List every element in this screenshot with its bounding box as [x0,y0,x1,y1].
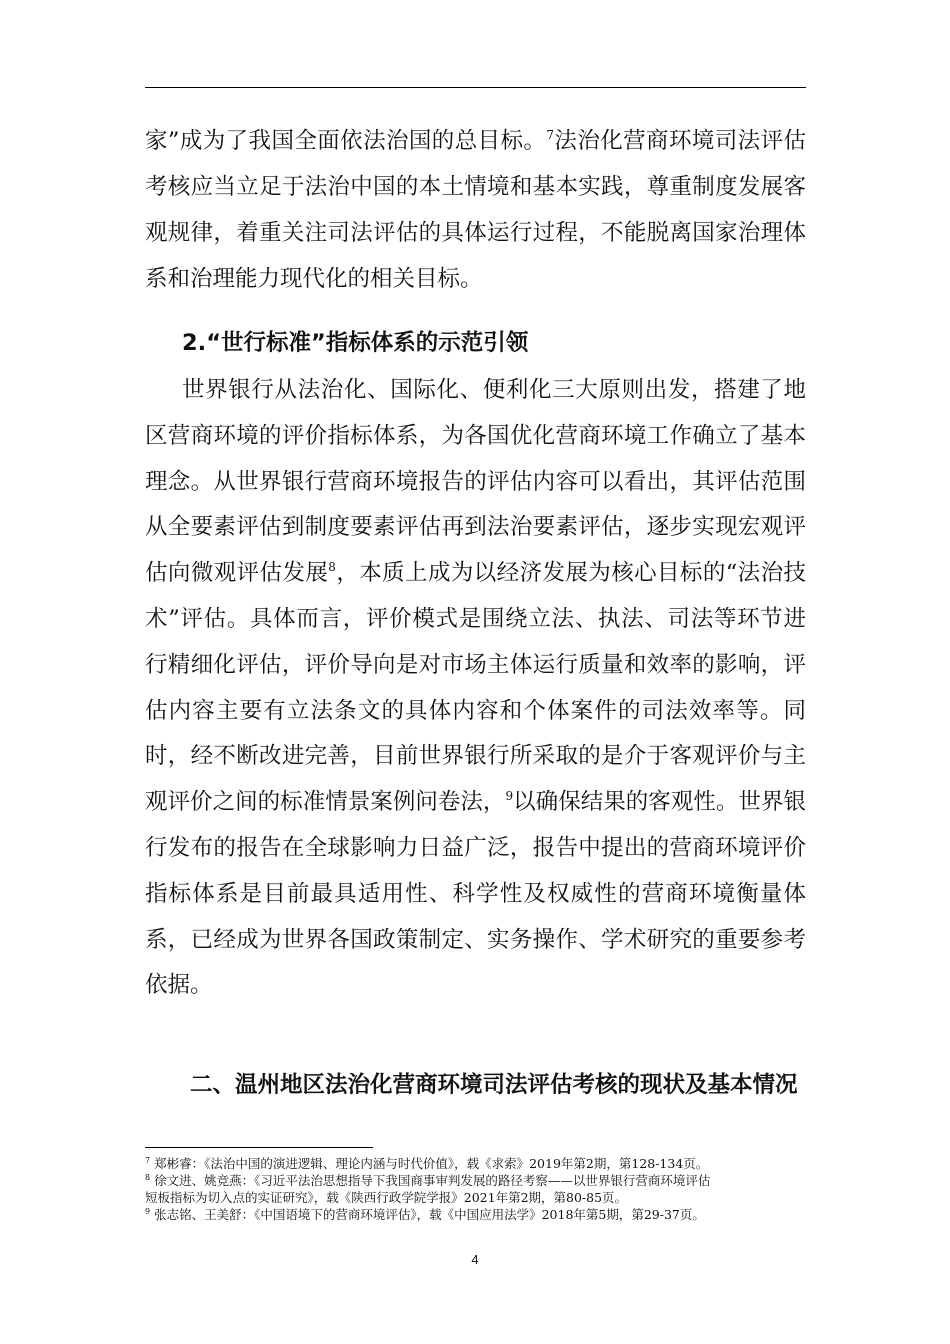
line-text: 观评价之间的标准情景案例问卷法， [145,789,506,816]
text-line [145,172,806,202]
line-text: 指标体系是目前最具适用性、科学性及权威性的营商环境衡量体 [145,880,806,907]
line-text: 法治化营商环境司法评估 [554,128,806,154]
line-text: 术”评估。具体而言，评价模式是围绕立法、执法、司法等环节进 [145,606,806,632]
text-line [145,925,806,955]
text-line [145,879,806,909]
line-text: 时，经不断改进完善，目前世界银行所采取的是介于客观评价与主 [145,743,806,770]
line-text: 世界银行从法治化、国际化、便利化三大原则出发，搭建了地 [182,377,806,403]
footnote-text: 郑彬睿：《法治中国的演进逻辑、理论内涵与时代价值》，载《求索》2019年第2期，第128-134页。 [154,1156,709,1171]
line-text: 观规律，着重关注司法评估的具体运行过程，不能脱离国家治理体 [145,220,806,246]
text-line [145,696,806,726]
page-number: 4 [471,1252,479,1267]
section-heading-2: 2.“世行标准”指标体系的示范引领 [182,330,529,356]
footnote [145,1155,806,1172]
header-rule [145,87,806,88]
footnote [145,1172,806,1189]
text-line [145,218,806,248]
line-text: 从全要素评估到制度要素评估再到法治要素评估，逐步实现宏观评 [145,514,806,541]
text-line [145,421,806,451]
text-line [145,970,806,1000]
line-text: ，本质上成为以经济发展为核心目标的“法治技 [335,560,806,587]
footnote-text: 徐文进、姚竞燕：《习近平法治思想指导下我国商事审判发展的路径考察——以世界银行营商环境评估 [154,1173,711,1188]
text-line [145,264,806,294]
text-line [145,467,806,497]
line-text: 估内容主要有立法条文的具体内容和个体案件的司法效率等。同 [145,697,806,724]
line-text: 系和治理能力现代化的相关目标。 [145,266,483,292]
footnote-text: 短板指标为切入点的实证研究》，载《陕西行政学院学报》2021年第2期，第80-85页。 [145,1190,628,1205]
text-line [145,604,806,634]
text-line [145,787,806,817]
line-text: 以确保结果的客观性。世界银 [513,789,806,816]
text-line [145,833,806,863]
text-line [145,741,806,771]
line-text: 行精细化评估，评价导向是对市场主体运行质量和效率的影响，评 [145,651,806,678]
line-text: 家”成为了我国全面依法治国的总目标。 [145,128,547,154]
line-text: 行发布的报告在全球影响力日益广泛，报告中提出的营商环境评价 [145,835,806,861]
text-line [145,126,806,156]
text-line [145,650,806,680]
line-text: 考核应当立足于法治中国的本土情境和基本实践，尊重制度发展客 [145,174,806,200]
footnote-separator [145,1147,373,1148]
chapter-heading-2: 二、温州地区法治化营商环境司法评估考核的现状及基本情况 [190,1072,798,1098]
footnote-ref: 9 [505,789,514,804]
text-line [145,512,806,542]
line-text: 系，已经成为世界各国政策制定、实务操作、学术研究的重要参考 [145,926,806,953]
line-text: 区营商环境的评价指标体系，为各国优化营商环境工作确立了基本 [145,422,806,449]
footnote [145,1206,806,1223]
footnote [145,1189,806,1206]
text-line [145,558,806,588]
footnote-number: 9 [145,1207,151,1216]
line-text: 理念。从世界银行营商环境报告的评估内容可以看出，其评估范围 [145,468,806,495]
footnote-ref: 7 [546,128,554,142]
footnote-ref: 8 [328,560,336,575]
footnote-number: 7 [145,1156,151,1165]
line-text: 依据。 [145,972,213,999]
line-text: 估向微观评估发展 [145,560,329,587]
footnote-number: 8 [145,1173,151,1182]
footnote-text: 张志铭、王美舒：《中国语境下的营商环境评估》，载《中国应用法学》2018年第5期，第29-37页。 [154,1207,705,1222]
text-line [182,375,806,405]
